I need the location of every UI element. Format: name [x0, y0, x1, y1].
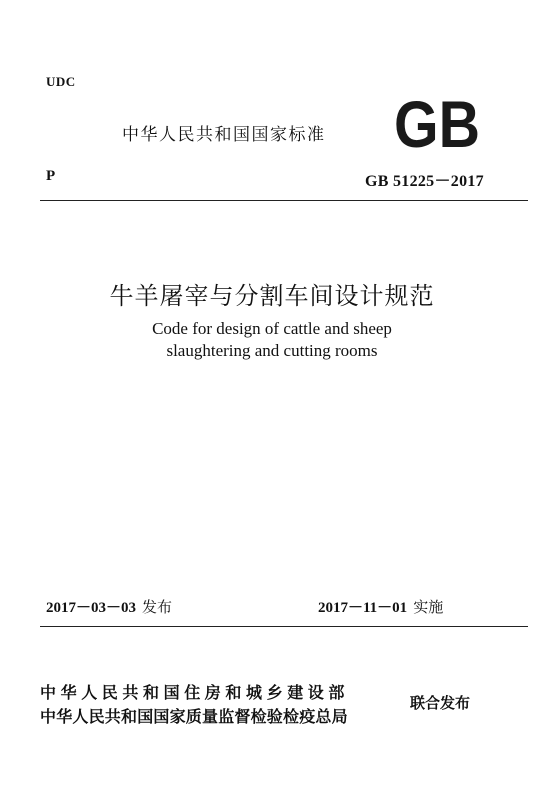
classification-code: P [46, 168, 56, 184]
issue-date: 2017－03－03 [46, 600, 137, 616]
title-english-line-1: Code for design of cattle and sheep [152, 319, 392, 338]
effective-label: 实施 [413, 598, 444, 616]
bottom-divider [40, 626, 528, 627]
issuer-1: 中华人民共和国住房和城乡建设部 [40, 683, 350, 702]
title-english-line-2: slaughtering and cutting rooms [166, 341, 378, 360]
standard-type: 中华人民共和国国家标准 [122, 125, 326, 145]
standard-number: GB 51225－2017 [364, 173, 484, 190]
top-divider [40, 200, 528, 201]
issuer-2: 中华人民共和国国家质量监督检验检疫总局 [40, 707, 348, 726]
udc-label: UDC [46, 74, 76, 89]
effective-date-block [318, 596, 443, 617]
issue-label: 发布 [142, 598, 173, 616]
effective-date: 2017－11－01 [318, 600, 408, 616]
gb-logo [392, 87, 482, 161]
gb-logo-text: GB [394, 87, 480, 161]
issue-date-block [46, 596, 172, 617]
title-chinese: 牛羊屠宰与分割车间设计规范 [109, 282, 435, 310]
title-english [0, 318, 544, 362]
joint-issue-label: 联合发布 [410, 694, 471, 712]
